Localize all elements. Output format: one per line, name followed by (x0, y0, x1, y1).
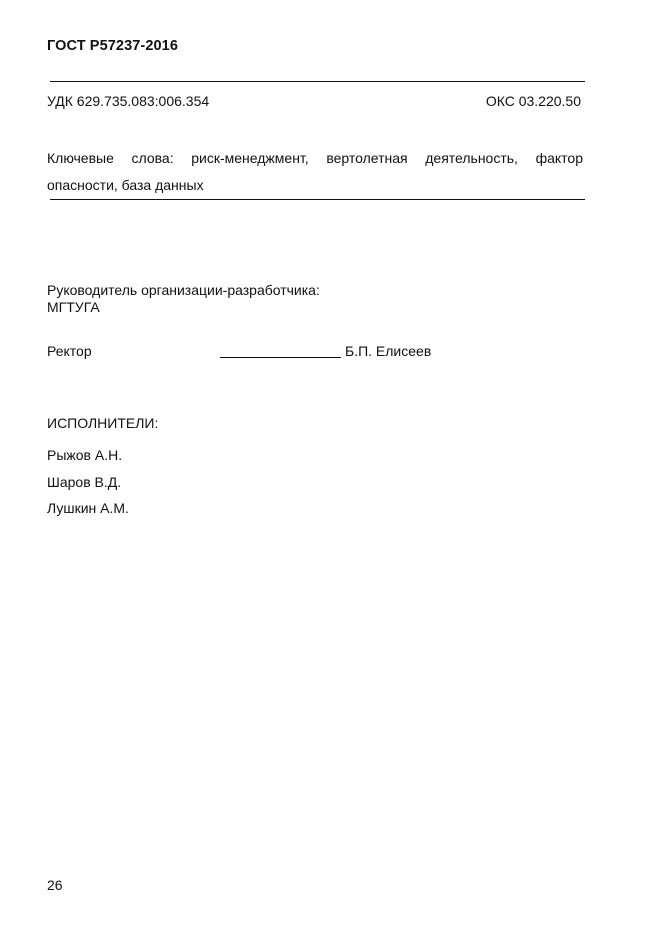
developer-block (47, 282, 320, 316)
signature-line (220, 357, 341, 358)
performers-heading: ИСПОЛНИТЕЛИ: (47, 415, 159, 431)
developer-label: Руководитель организации-разработчика: (47, 282, 320, 298)
classification-row (47, 93, 581, 109)
developer-organization: МГТУГА (47, 299, 100, 315)
performers-list (47, 442, 129, 522)
rector-name: Б.П. Елисеев (345, 343, 432, 359)
page-number: 26 (47, 877, 63, 893)
performer-name: Лушкин А.М. (47, 500, 129, 516)
standard-code: ГОСТ Р57237-2016 (47, 38, 178, 54)
performer-name: Шаров В.Д. (47, 473, 122, 490)
udk-code: УДК 629.735.083:006.354 (47, 93, 210, 109)
rector-title: Ректор (47, 343, 92, 359)
performer-name: Рыжов А.Н. (47, 447, 123, 463)
keywords-paragraph: Ключевые слова: риск-менеджмент, вертолетная деятельность, фактор опасности, база данных (47, 150, 583, 193)
top-divider (50, 81, 585, 82)
oks-code: ОКС 03.220.50 (485, 93, 581, 109)
bottom-divider (50, 199, 585, 200)
